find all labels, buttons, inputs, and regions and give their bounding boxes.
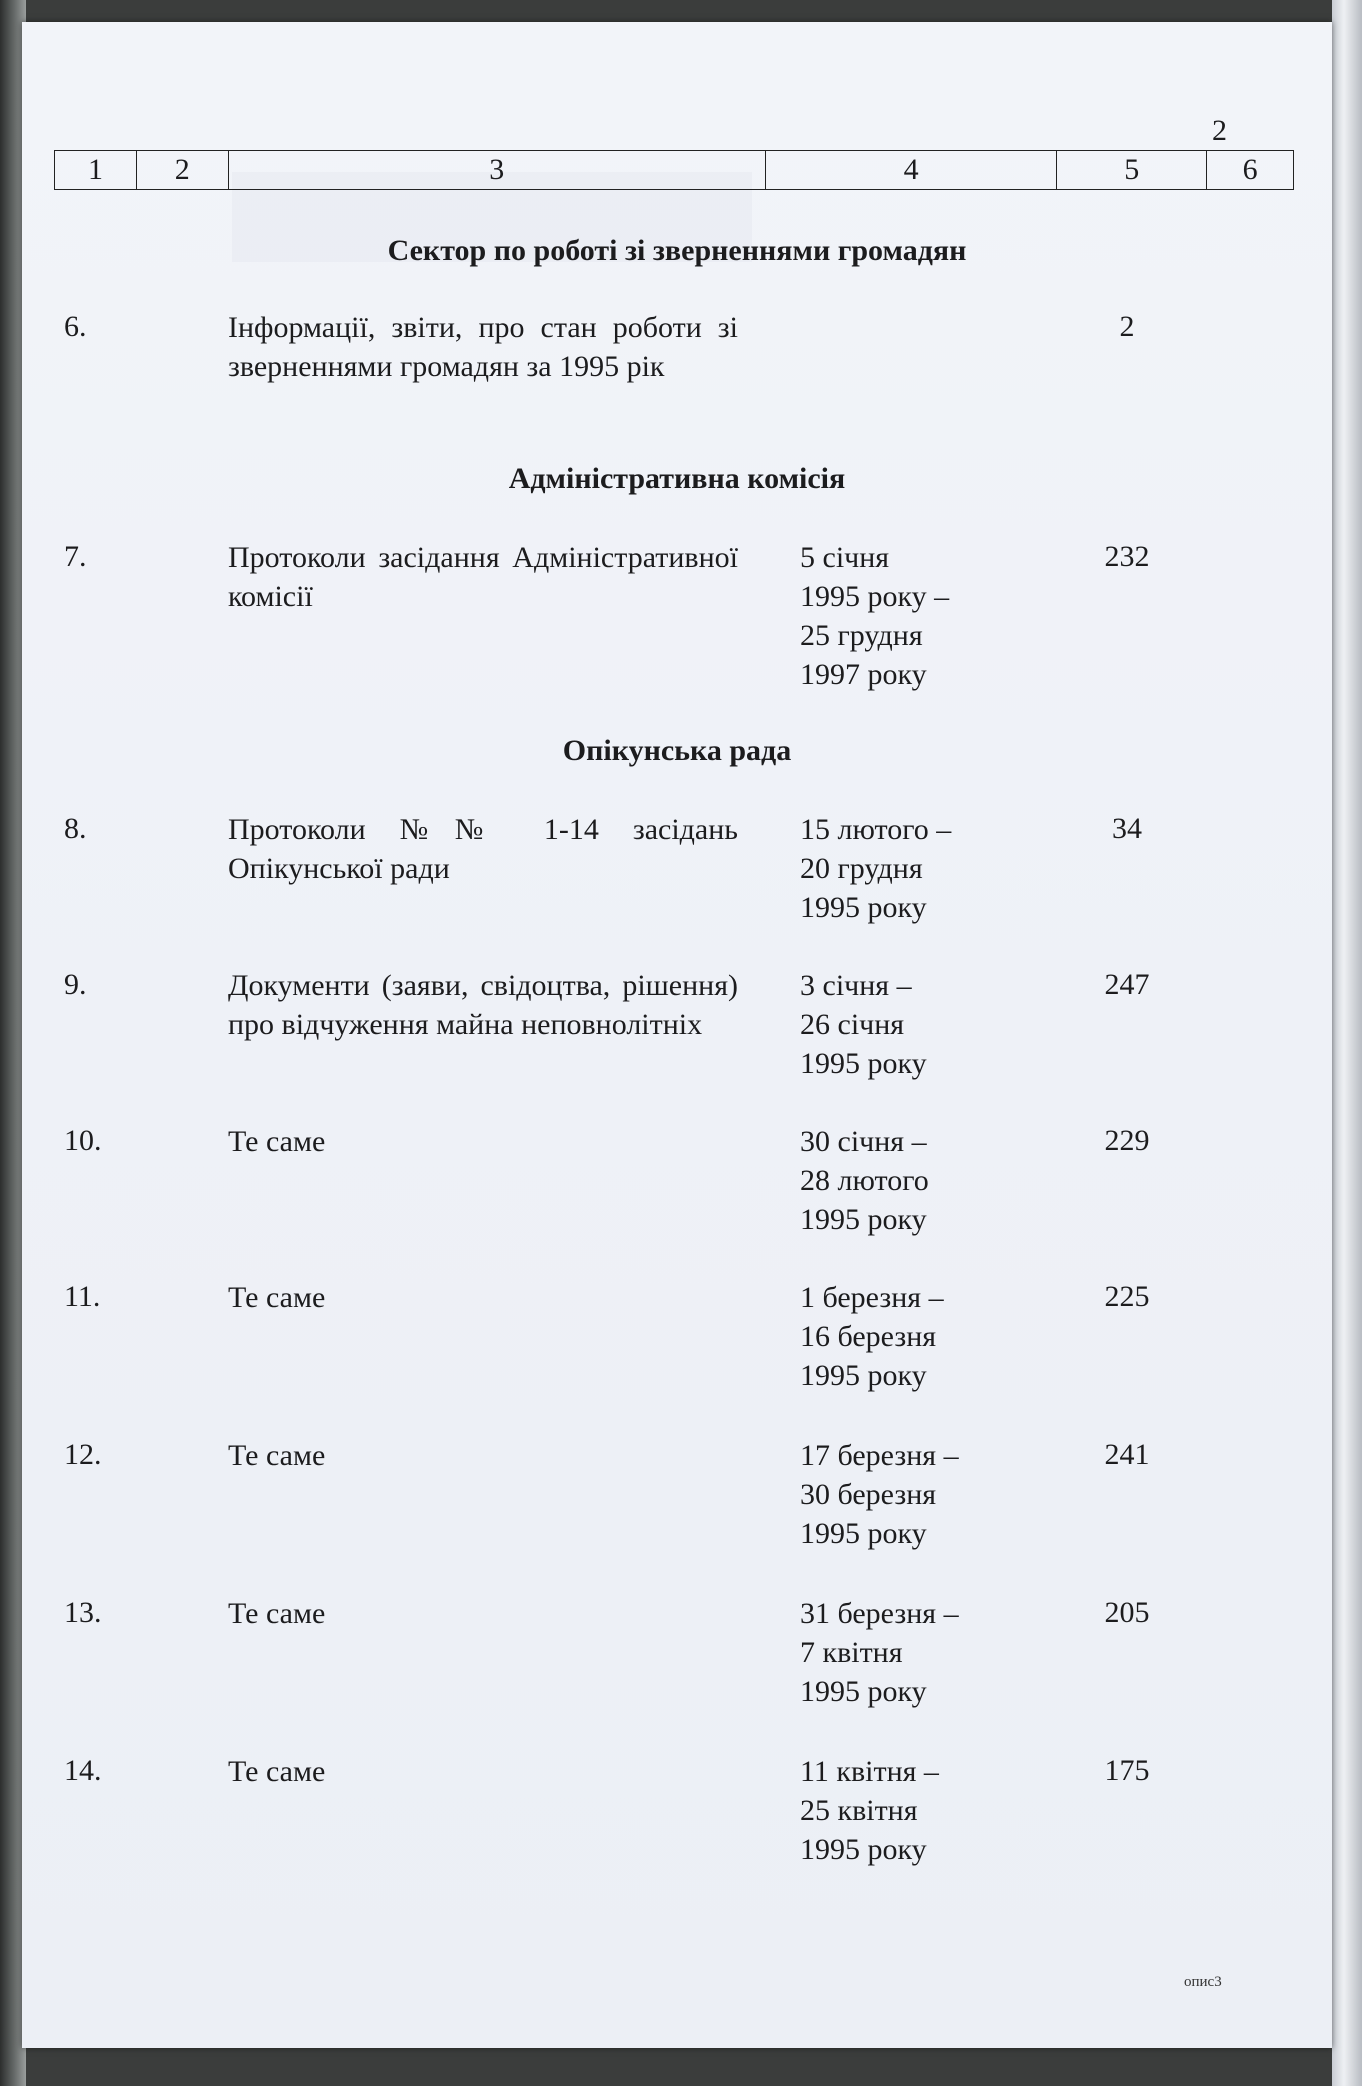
row-dates: 17 березня – 30 березня 1995 року bbox=[800, 1439, 959, 1550]
row-number: 6. bbox=[64, 310, 87, 343]
row-sheets: 225 bbox=[1104, 1280, 1150, 1313]
footer-mark: опис3 bbox=[1184, 1974, 1222, 1990]
row-number: 7. bbox=[64, 540, 87, 573]
row-title: Те саме bbox=[228, 1755, 326, 1788]
column-header-3: 3 bbox=[229, 151, 766, 189]
section-title: Опікунська рада bbox=[562, 734, 792, 767]
row-title: Інформації, звіти, про стан роботи зі зверненнями громадян за 1995 рік bbox=[228, 311, 738, 383]
row-number: 12. bbox=[64, 1438, 102, 1471]
row-title: Протоколи №№ 1-14 засідань Опікунської ради bbox=[228, 813, 738, 885]
row-number: 13. bbox=[64, 1596, 102, 1629]
row-dates: 11 квітня – 25 квітня 1995 року bbox=[800, 1755, 939, 1866]
row-title: Те саме bbox=[228, 1125, 326, 1158]
row-sheets: 175 bbox=[1104, 1754, 1150, 1787]
column-header-2: 2 bbox=[137, 151, 229, 189]
row-sheets: 34 bbox=[1112, 812, 1142, 845]
page-edge bbox=[1332, 0, 1362, 2086]
row-number: 14. bbox=[64, 1754, 102, 1787]
row-number: 9. bbox=[64, 968, 87, 1001]
row-dates: 1 березня – 16 березня 1995 року bbox=[800, 1281, 944, 1392]
row-sheets: 229 bbox=[1104, 1124, 1150, 1157]
row-dates: 15 лютого – 20 грудня 1995 року bbox=[800, 813, 952, 924]
column-header-table bbox=[54, 150, 1294, 190]
section-title: Адміністративна комісія bbox=[508, 462, 846, 495]
row-sheets: 2 bbox=[1119, 310, 1135, 343]
row-title: Те саме bbox=[228, 1597, 326, 1630]
row-number: 8. bbox=[64, 812, 87, 845]
page-number: 2 bbox=[1212, 114, 1227, 147]
column-header-1: 1 bbox=[55, 151, 137, 189]
row-sheets: 205 bbox=[1104, 1596, 1150, 1629]
column-header-5: 5 bbox=[1057, 151, 1207, 189]
section-title: Сектор по роботі зі зверненнями громадян bbox=[387, 234, 967, 267]
row-dates: 5 січня 1995 року – 25 грудня 1997 року bbox=[800, 541, 950, 691]
row-dates: 3 січня – 26 січня 1995 року bbox=[800, 969, 927, 1080]
row-dates: 30 січня – 28 лютого 1995 року bbox=[800, 1125, 929, 1236]
row-sheets: 247 bbox=[1104, 968, 1150, 1001]
row-title: Те саме bbox=[228, 1439, 326, 1472]
row-dates: 31 березня – 7 квітня 1995 року bbox=[800, 1597, 959, 1708]
column-header-4: 4 bbox=[766, 151, 1058, 189]
column-header-6: 6 bbox=[1242, 153, 1258, 186]
row-title: Протоколи засідання Адміністративної комісії bbox=[228, 541, 738, 613]
row-title: Те саме bbox=[228, 1281, 326, 1314]
row-title: Документи (заяви, свідоцтва, рішення) про відчуження майна неповнолітніх bbox=[228, 969, 738, 1041]
row-number: 11. bbox=[64, 1280, 101, 1313]
row-sheets: 232 bbox=[1104, 540, 1150, 573]
document-page bbox=[22, 22, 1332, 2048]
row-sheets: 241 bbox=[1104, 1438, 1150, 1471]
row-number: 10. bbox=[64, 1124, 102, 1157]
